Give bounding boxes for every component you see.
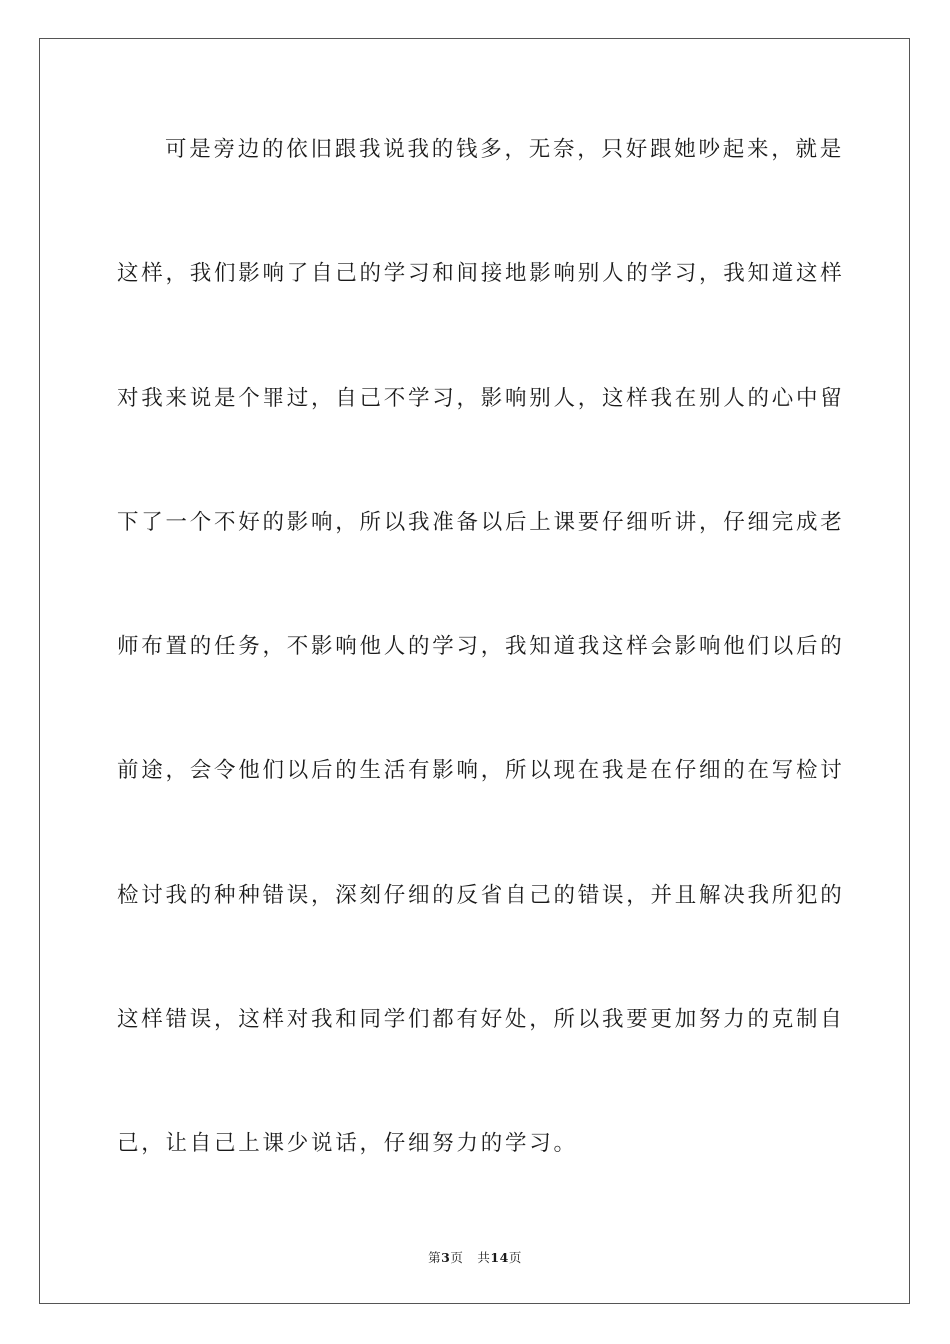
- paragraph-line: 检讨我的种种错误，深刻仔细的反省自己的错误，并且解决我所犯的: [117, 882, 845, 908]
- paragraph-line: 这样，我们影响了自己的学习和间接地影响别人的学习，我知道这样: [117, 261, 845, 287]
- paragraph-line: 可是旁边的依旧跟我说我的钱多，无奈，只好跟她吵起来，就是: [165, 137, 845, 162]
- paragraph-line: 己，让自己上课少说话，仔细努力的学习。: [117, 1131, 578, 1157]
- paragraph-line: 师布置的任务，不影响他人的学习，我知道我这样会影响他们以后的: [117, 634, 845, 660]
- page-suffix: 页: [450, 1250, 464, 1265]
- paragraph-line: 前途，会令他们以后的生活有影响，所以现在我是在仔细的在写检讨: [117, 758, 845, 784]
- paragraph-line: 对我来说是个罪过，自己不学习，影响别人，这样我在别人的心中留: [117, 385, 845, 411]
- total-suffix: 页: [508, 1250, 522, 1265]
- paragraph-line: 这样错误，这样对我和同学们都有好处，所以我要更加努力的克制自: [117, 1007, 845, 1033]
- page-number: 3: [441, 1250, 451, 1265]
- page-footer: [0, 1248, 950, 1266]
- total-pages: 14: [490, 1250, 509, 1265]
- total-prefix: 共: [477, 1250, 491, 1265]
- paragraph-line: 下了一个不好的影响，所以我准备以后上课要仔细听讲，仔细完成老: [117, 509, 845, 535]
- body-text: [117, 128, 845, 1247]
- page-prefix: 第: [428, 1250, 442, 1265]
